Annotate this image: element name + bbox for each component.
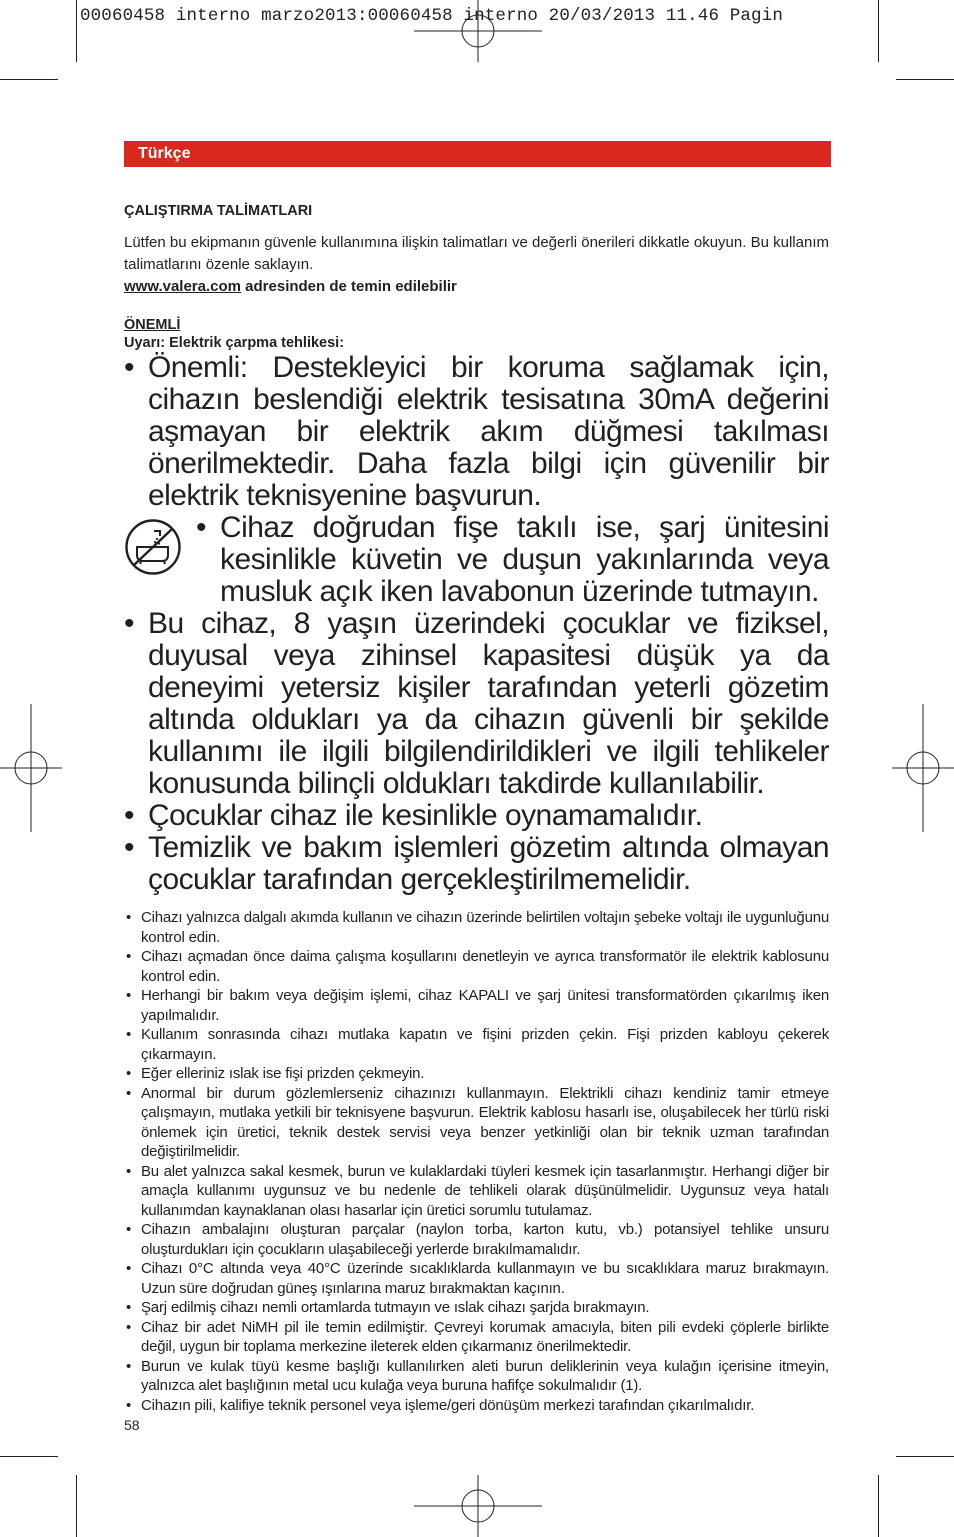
important-label: ÖNEMLİ [124, 317, 181, 333]
crop-mark [878, 0, 879, 62]
list-item: • Bu alet yalnızca sakal kesmek, burun ve kulaklardaki tüyleri kesmek için tasarlanmıştır. Herhangi diğer bir amaçla kullanımı uygunsuz ve bu nedenle de tehlikeli olarak düşünülmelidir. Uygunsuz veya hatalı kullanımdan kaynaklanan olası hasarlar için üretici sorumlu tutulamaz. [124, 1162, 829, 1221]
print-slug: 00060458 interno marzo2013:00060458 interno 20/03/2013 11.46 Pagin [80, 6, 784, 26]
list-item: • Cihazın ambalajını oluşturan parçalar (naylon torba, karton kutu, vb.) potansiyel tehlike unsuru oluşturdukları için çocukların ulaşabileceği yerlerde bırakılmamalıdır. [124, 1220, 829, 1259]
crop-mark [896, 1456, 954, 1457]
registration-mark-bottom [414, 1475, 542, 1537]
list-item: • Cihazı 0°C altında veya 40°C üzerinde sıcaklıklarda kullanmayın ve bu sıcaklıklara maruz bırakmayın. Uzun süre doğrudan güneş ışınlarına maruz bırakmaktan kaçının. [124, 1259, 829, 1298]
list-item: • Cihazın pili, kalifiye teknik personel veya işleme/geri dönüşüm merkezi tarafından çıkarılmalıdır. [124, 1396, 829, 1416]
list-item: • Cihazı yalnızca dalgalı akımda kullanın ve cihazın üzerinde belirtilen voltajın şebeke voltajı ile uygunluğunu kontrol edin. [124, 908, 829, 947]
website-link[interactable]: www.valera.com [124, 278, 241, 295]
crop-mark [76, 1475, 77, 1537]
big-list-item [124, 800, 829, 832]
page-number: 58 [124, 1417, 140, 1433]
safety-instructions-list [124, 908, 829, 1415]
big-item-text: Bu cihaz, 8 yaşın üzerindeki çocuklar ve fiziksel, duyusal veya zihinsel kapasitesi düşük ya da deneyimi yetersiz kişiler tarafından yeterli gözetim altında oldukları ya da cihazın güvenli bir şekilde kullanımı ile ilgili bilgilendirildikleri ve ilgili tehlikeler konusunda bilinçli oldukları takdirde kullanılabilir. [148, 607, 829, 800]
list-item: • Eğer elleriniz ıslak ise fişi prizden çekmeyin. [124, 1064, 829, 1084]
crop-mark [76, 0, 77, 62]
warning-label: Uyarı: Elektrik çarpma tehlikesi: [124, 335, 345, 351]
crop-mark [896, 79, 954, 80]
list-item: • Kullanım sonrasında cihazı mutlaka kapatın ve fişini prizden çekin. Fişi prizden kabloyu çekerek çıkarmayın. [124, 1025, 829, 1064]
big-list-item [124, 512, 829, 608]
registration-mark-right [892, 704, 954, 832]
crop-mark [0, 1456, 58, 1457]
big-list-item [124, 608, 829, 800]
crop-mark [0, 79, 58, 80]
instructions-content [124, 202, 829, 1415]
big-list-item [124, 352, 829, 512]
list-item: • Burun ve kulak tüyü kesme başlığı kullanılırken aleti burun deliklerinin veya kulağın içerisine itmeyin, yalnızca alet başlığının metal ucu kulağa veya buruna hafifçe sokulmalıdır (1). [124, 1357, 829, 1396]
important-warnings-list [124, 352, 829, 896]
big-list-item [124, 832, 829, 896]
big-item-text: Temizlik ve bakım işlemleri gözetim altında olmayan çocuklar tarafından gerçekleştirilmemelidir. [148, 831, 829, 896]
big-item-text: Cihaz doğrudan fişe takılı ise, şarj ünitesini kesinlikle küvetin ve duşun yakınlarında veya musluk açık iken lavabonun üzerinde tutmayın. [220, 511, 829, 608]
registration-mark-top [414, 0, 542, 62]
intro-paragraph: Lütfen bu ekipmanın güvenle kullanımına ilişkin talimatları ve değerli önerileri dikkatle okuyun. Bu kullanım talimatlarını özenle saklayın. [124, 234, 829, 273]
no-water-bathtub-icon [124, 518, 182, 576]
big-item-text: Önemli: Destekleyici bir koruma sağlamak için, cihazın beslendiği elektrik tesisatına 30mA değerini aşmayan bir elektrik akım düğmesi takılması önerilmektedir. Daha fazla bilgi için güvenilir bir elektrik teknisyenine başvurun. [148, 351, 829, 512]
list-item: • Herhangi bir bakım veya değişim işlemi, cihaz KAPALI ve şarj ünitesi transformatörden çıkarılmış iken yapılmalıdır. [124, 986, 829, 1025]
big-item-text: Çocuklar cihaz ile kesinlikle oynamamalıdır. [148, 799, 703, 832]
language-label: Türkçe [138, 145, 191, 162]
list-item: • Şarj edilmiş cihazı nemli ortamlarda tutmayın ve ıslak cihazı şarjda bırakmayın. [124, 1298, 829, 1318]
list-item: • Cihazı açmadan önce daima çalışma koşullarını denetleyin ve ayrıca transformatör ile elektrik kablosunu kontrol edin. [124, 947, 829, 986]
website-line [124, 276, 829, 298]
language-header-bar [124, 141, 831, 167]
list-item: • Anormal bir durum gözlemlerseniz cihazınızı kullanmayın. Elektrikli cihazı kendiniz tamir etmeye çalışmayın, mutlaka yetkili bir teknisyene başvurun. Elektrik kablosu hasarlı ise, oluşabilecek her türlü riski önlemek için üretici, teknik destek servisi veya benzer yetkinliği olan bir teknik uzman tarafından değiştirilmelidir. [124, 1084, 829, 1162]
list-item: • Cihaz bir adet NiMH pil ile temin edilmiştir. Çevreyi korumak amacıyla, biten pili evdeki çöplerle birlikte değil, uygun bir toplama merkezine ileterek elden çıkarmanız önerilmektedir. [124, 1318, 829, 1357]
section-heading: ÇALIŞTIRMA TALİMATLARI [124, 203, 313, 219]
registration-mark-left [0, 704, 62, 832]
crop-mark [878, 1475, 879, 1537]
website-suffix: adresinden de temin edilebilir [241, 278, 457, 295]
